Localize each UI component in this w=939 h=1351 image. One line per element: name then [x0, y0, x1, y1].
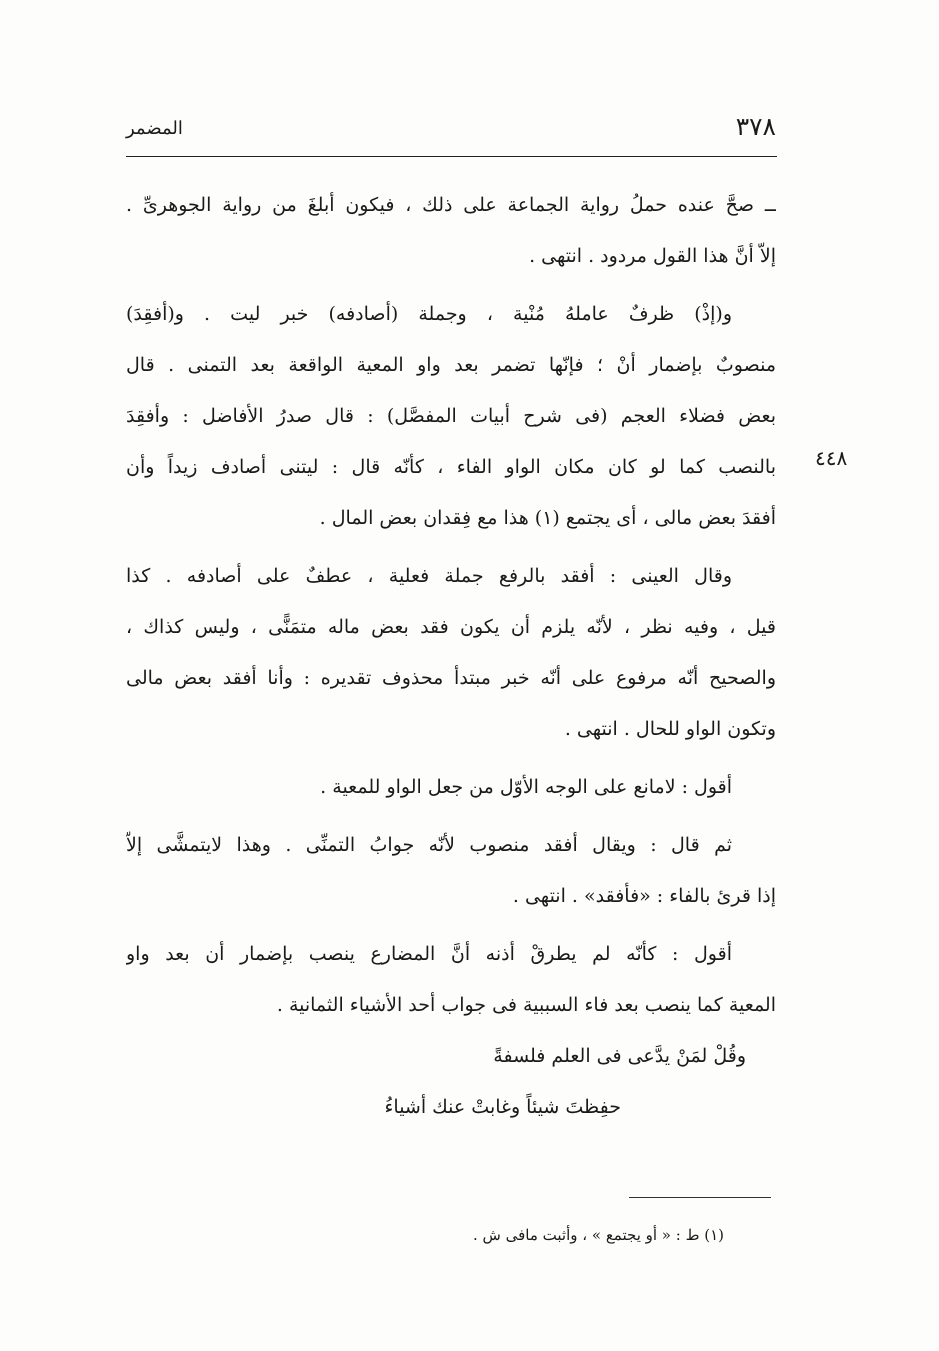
header-divider	[126, 156, 777, 157]
text-line: إذا قرئ بالفاء : «فأفقد» . انتهى .	[512, 885, 776, 907]
text-line: قيل ، وفيه نظر ، لأنّه يلزم أن يكون فقد بعض ماله متمَنًّى ، وليس كذاك ،	[126, 616, 776, 638]
text-line: وتكون الواو للحال . انتهى .	[564, 718, 776, 740]
text-line: و(إذْ) ظرفٌ عاملهُ مُنْية ، وجملة (أصادفه) خبر ليت . و(أفقِدَ)	[126, 303, 732, 325]
running-title: المضمر	[126, 118, 183, 139]
margin-reference-number: ٤٤٨	[815, 446, 848, 470]
text-line: أقول : كأنّه لم يطرقْ أذنه أنَّ المضارع ينصب بإضمار أن بعد واو	[126, 943, 732, 965]
footnote-divider	[629, 1197, 771, 1198]
text-line: ثم قال : ويقال أفقد منصوب لأنّه جوابُ التمنِّى . وهذا لايتمشَّى إلاّ	[126, 834, 732, 856]
verse-line: حفِظتَ شيئاً وغابتْ عنك أشياءُ	[384, 1096, 621, 1118]
text-line: والصحيح أنّه مرفوع على أنّه خبر مبتدأ محذوف تقديره : وأنا أفقد بعض مالى	[126, 667, 776, 689]
text-line: إلاّ أنَّ هذا القول مردود . انتهى .	[529, 245, 776, 267]
page-number: ٣٧٨	[735, 112, 776, 141]
text-line: بالنصب كما لو كان مكان الواو الفاء ، كأنّه قال : ليتنى أصادف زيداً وأن	[126, 456, 776, 478]
text-line: أقول : لامانع على الوجه الأوّل من جعل الواو للمعية .	[320, 776, 732, 798]
text-line: ــ صحَّ عنده حملُ رواية الجماعة على ذلك ، فيكون أبلغَ من رواية الجوهرىِّ .	[126, 194, 776, 216]
page-header	[126, 112, 776, 146]
body-text	[126, 180, 776, 1133]
text-line: المعية كما ينصب بعد فاء السببية فى جواب أحد الأشياء الثمانية .	[276, 994, 776, 1016]
text-line: بعض فضلاء العجم (فى شرح أبيات المفصَّل) : قال صدرُ الأفاضل : وأفقِدَ	[126, 405, 776, 427]
text-line: أفقدَ بعض مالى ، أى يجتمع (١) هذا مع فِقدان بعض المال .	[319, 507, 776, 529]
footnote: (١) ط : « أو يجتمع » ، وأثبت مافى ش .	[473, 1226, 724, 1244]
text-line: منصوبٌ بإضمار أنْ ؛ فإنّها تضمر بعد واو المعية الواقعة بعد التمنى . قال	[126, 354, 776, 376]
verse-line: وقُلْ لمَنْ يدَّعى فى العلم فلسفةً	[493, 1045, 746, 1067]
text-line: وقال العينى : أفقد بالرفع جملة فعلية ، عطفٌ على أصادفه . كذا	[126, 565, 732, 587]
